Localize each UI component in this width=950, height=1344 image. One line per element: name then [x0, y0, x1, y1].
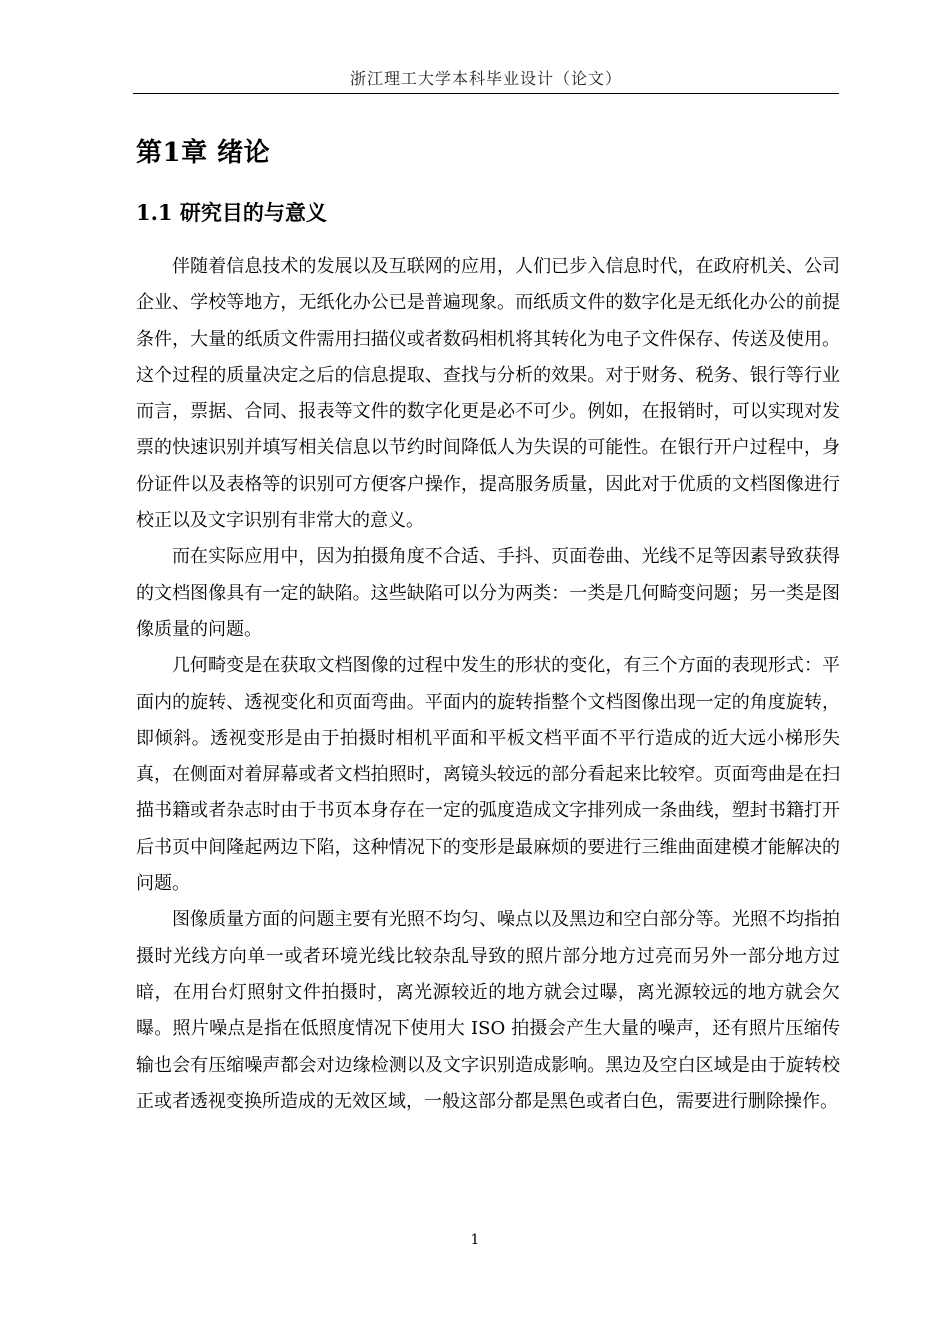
page-number: 1: [470, 1232, 480, 1248]
running-header: 浙江理工大学本科毕业设计（论文）: [349, 69, 622, 88]
paragraph-purpose: 伴随着信息技术的发展以及互联网的应用，人们已步入信息时代，在政府机关、公司企业、学校等地方，无纸化办公已是普遍现象。而纸质文件的数字化是无纸化办公的前提条件，大量的纸质文件需用扫描仪或者数码相机将其转化为电子文件保存、传送及使用。这个过程的质量决定之后的信息提取、查找与分析的效果。对于财务、税务、银行等行业而言，票据、合同、报表等文件的数字化更是必不可少。例如，在报销时，可以实现对发票的快速识别并填写相关信息以节约时间降低人为失误的可能性。在银行开户过程中，身份证件以及表格等的识别可方便客户操作，提高服务质量，因此对于优质的文档图像进行校正以及文字识别有非常大的意义。: [136, 256, 840, 532]
header-rule: [133, 93, 839, 94]
chapter-title: 第1章 绪论: [136, 138, 271, 168]
paragraph-geometric-distortion: 几何畸变是在获取文档图像的过程中发生的形状的变化，有三个方面的表现形式：平面内的旋转、透视变化和页面弯曲。平面内的旋转指整个文档图像出现一定的角度旋转，即倾斜。透视变形是由于拍摄时相机平面和平板文档平面不平行造成的近大远小梯形失真，在侧面对着屏幕或者文档拍照时，离镜头较远的部分看起来比较窄。页面弯曲是在扫描书籍或者杂志时由于书页本身存在一定的弧度造成文字排列成一条曲线，塑封书籍打开后书页中间隆起两边下陷，这种情况下的变形是最麻烦的要进行三维曲面建模才能解决的问题。: [136, 655, 840, 895]
section-title: 1.1 研究目的与意义: [136, 200, 327, 225]
paragraph-image-quality: 图像质量方面的问题主要有光照不均匀、噪点以及黑边和空白部分等。光照不均指拍摄时光线方向单一或者环境光线比较杂乱导致的照片部分地方过亮而另外一部分地方过暗，在用台灯照射文件拍摄时，离光源较近的地方就会过曝，离光源较远的地方就会欠曝。照片噪点是指在低照度情况下使用大 ISO 拍摄会产生大量的噪声，还有照片压缩传输也会有压缩噪声都会对边缘检测以及文字识别造成影响。黑边及空白区域是由于旋转校正或者透视变换所造成的无效区域，一般这部分都是黑色或者白色，需要进行删除操作。: [136, 909, 840, 1112]
paragraph-defects: 而在实际应用中，因为拍摄角度不合适、手抖、页面卷曲、光线不足等因素导致获得的文档图像具有一定的缺陷。这些缺陷可以分为两类：一类是几何畸变问题；另一类是图像质量的问题。: [136, 546, 840, 640]
body-text: [136, 249, 840, 1120]
